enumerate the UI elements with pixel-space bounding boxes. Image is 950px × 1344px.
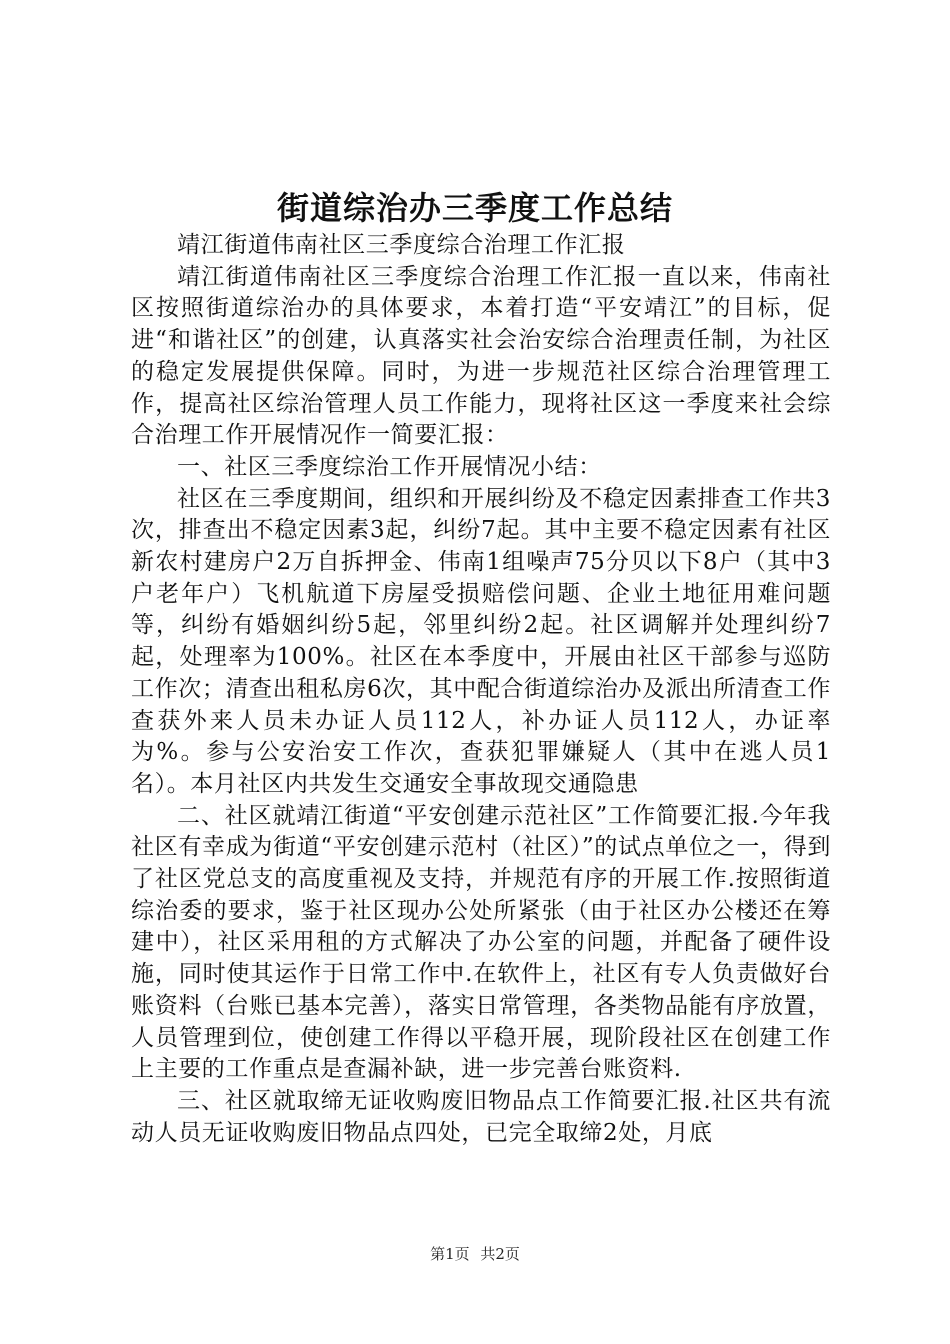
page-footer	[0, 1244, 950, 1264]
page-number: 第1页	[430, 1245, 470, 1263]
paragraph-section-3: 三、社区就取缔无证收购废旧物品点工作简要汇报.社区共有流动人员无证收购废旧物品点四处，已完全取缔2处，月底	[131, 1087, 831, 1146]
page-total: 共2页	[480, 1245, 520, 1263]
section-heading-1: 一、社区三季度综治工作开展情况小结：	[177, 453, 602, 480]
paragraph-intro: 靖江街道伟南社区三季度综合治理工作汇报一直以来，伟南社区按照街道综治办的具体要求，本着打造“平安靖江”的目标，促进“和谐社区”的创建，认真落实社会治安综合治理责任制，为社区的稳定发展提供保障。同时，为进一步规范社区综合治理管理工作，提高社区综治管理人员工作能力，现将社区这一季度来社会综合治理工作开展情况作一简要汇报：	[131, 263, 831, 449]
paragraph-section-2: 二、社区就靖江街道“平安创建示范社区”工作简要汇报.今年我社区有幸成为街道“平安创建示范村（社区）”的试点单位之一，得到了社区党总支的高度重视及支持，并规范有序的开展工作.按照街道综治委的要求，鉴于社区现办公处所紧张（由于社区办公楼还在筹建中），社区采用租的方式解决了办公室的问题，并配备了硬件设施，同时使其运作于日常工作中.在软件上，社区有专人负责做好台账资料（台账已基本完善），落实日常管理，各类物品能有序放置，人员管理到位，使创建工作得以平稳开展，现阶段社区在创建工作上主要的工作重点是查漏补缺，进一步完善台账资料.	[131, 802, 831, 1083]
paragraph-section-1: 社区在三季度期间，组织和开展纠纷及不稳定因素排查工作共3次，排查出不稳定因素3起，纠纷7起。其中主要不稳定因素有社区新农村建房户2万自拆押金、伟南1组噪声75分贝以下8户（其中3户老年户）飞机航道下房屋受损赔偿问题、企业土地征用难问题等，纠纷有婚姻纠纷5起，邻里纠纷2起。社区调解并处理纠纷7起，处理率为100%。社区在本季度中，开展由社区干部参与巡防工作次；清查出租私房6次，其中配合街道综治办及派出所清查工作查获外来人员未办证人员112人，补办证人员112人，办证率为%。参与公安治安工作次，查获犯罪嫌疑人（其中在逃人员1名）。本月社区内共发生交通安全事故现交通隐患	[131, 485, 831, 797]
page-title: 街道综治办三季度工作总结	[276, 189, 673, 227]
paragraph-heading: 靖江街道伟南社区三季度综合治理工作汇报	[177, 232, 626, 258]
document-body	[131, 230, 831, 1149]
